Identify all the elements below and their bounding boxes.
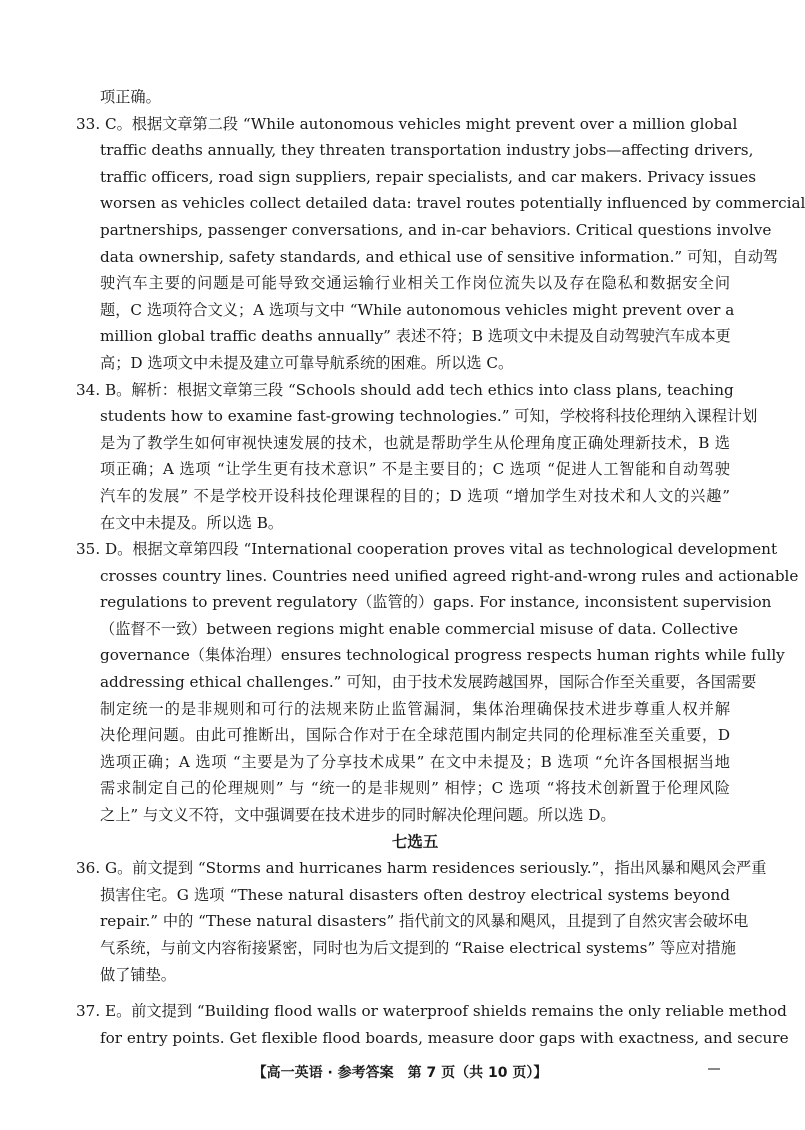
text-line: 33. C。根据文章第二段 “While autonomous vehicles might prevent over a million global (76, 114, 738, 133)
text-line: million global traffic deaths annually” 表述不符；B 选项文中未提及自动驾驶汽车成本更 (100, 327, 731, 346)
text-line: 是为了教学生如何审视快速发展的技术，也就是帮助学生从伦理角度正确处理新技术，B 选 (100, 433, 730, 452)
text-line: 之上” 与文义不符，文中强调要在技术进步的同时解决伦理问题。所以选 D。 (100, 806, 616, 825)
text-line: regulations to prevent regulatory（监管的）gaps. For instance, inconsistent supervision (100, 593, 772, 612)
text-line: 项正确。 (100, 88, 161, 106)
text-line: traffic officers, road sign suppliers, repair specialists, and car makers. Privacy issues (100, 167, 757, 186)
text-line: crosses country lines. Countries need unified agreed right-and-wrong rules and actionable (100, 566, 799, 585)
text-line: 汽车的发展” 不是学校开设科技伦理课程的目的；D 选项 “增加学生对技术和人文的兴趣” (100, 486, 730, 505)
text-line: 37. E。前文提到 “Building flood walls or waterproof shields remains the only reliable method (76, 1002, 787, 1021)
text-line: 制定统一的是非规则和可行的法规来防止监管漏洞，集体治理确保技术进步尊重人权并解 (100, 699, 730, 718)
page-footer: 【高一英语 · 参考答案 第 7 页（共 10 页）】 (252, 1065, 548, 1081)
text-line: data ownership, safety standards, and ethical use of sensitive information.” 可知，自动驾 (100, 247, 779, 266)
text-line: 气系统，与前文内容衔接紧密，同时也为后文提到的 “Raise electrical systems” 等应对措施 (100, 939, 736, 957)
text-line: （监督不一致）between regions might enable commercial misuse of data. Collective (100, 619, 738, 638)
answer-35 (76, 536, 799, 829)
text-line: 决伦理问题。由此可推断出，国际合作对于在全球范围内制定共同的伦理标准至关重要，D (100, 726, 730, 745)
answer-34 (76, 377, 758, 537)
section-heading: 七选五 (391, 832, 439, 851)
text-line: 损害住宅。G 选项 “These natural disasters often destroy electrical systems beyond (100, 885, 730, 904)
text-line: 高；D 选项文中未提及建立可靠导航系统的困难。所以选 C。 (100, 353, 514, 372)
text-line: 36. G。前文提到 “Storms and hurricanes harm residences seriously.”，指出风暴和飓风会严重 (76, 859, 767, 878)
text-line: 选项正确；A 选项 “主要是为了分享技术成果” 在文中未提及；B 选项 “允许各国根据当地 (100, 752, 730, 771)
answer-36 (76, 855, 767, 988)
text-line: addressing ethical challenges.” 可知，由于技术发展跨越国界，国际合作至关重要，各国需要 (100, 673, 757, 692)
text-line: 35. D。根据文章第四段 “International cooperation proves vital as technological development (76, 540, 778, 559)
text-line: traffic deaths annually, they threaten transportation industry jobs—affecting drivers, (100, 141, 754, 160)
text-line: 需求制定自己的伦理规则” 与 “统一的是非规则” 相悖；C 选项 “将技术创新置于伦理风险 (100, 779, 730, 798)
text-line: worsen as vehicles collect detailed data: travel routes potentially influenced by commercial (100, 194, 805, 213)
text-line: repair.” 中的 “These natural disasters” 指代前文的风暴和飓风，且提到了自然灾害会破坏电 (100, 912, 749, 931)
text-line: 题，C 选项符合文义；A 选项与文中 “While autonomous vehicles might prevent over a (100, 300, 735, 319)
text-line: 项正确；A 选项 “让学生更有技术意识” 不是主要目的；C 选项 “促进人工智能和自动驾驶 (100, 460, 730, 479)
text-line: students how to examine fast-growing technologies.” 可知，学校将科技伦理纳入课程计划 (100, 407, 758, 426)
text-line: partnerships, passenger conversations, and in-car behaviors. Critical questions involve (100, 220, 772, 239)
scan-mark (708, 1068, 720, 1070)
answer-37 (76, 998, 789, 1051)
text-line: governance（集体治理）ensures technological progress respects human rights while fully (100, 646, 785, 665)
text-line: 在文中未提及。所以选 B。 (100, 513, 284, 532)
text-line: 34. B。解析：根据文章第三段 “Schools should add tech ethics into class plans, teaching (76, 380, 734, 399)
text-line: for entry points. Get flexible flood boards, measure door gaps with exactness, and secure (100, 1028, 789, 1047)
text-line: 做了铺垫。 (100, 965, 176, 984)
text-line: 驶汽车主要的问题是可能导致交通运输行业相关工作岗位流失以及存在隐私和数据安全问 (100, 274, 730, 293)
answer-page (76, 84, 805, 1051)
answer-33 (76, 111, 805, 377)
